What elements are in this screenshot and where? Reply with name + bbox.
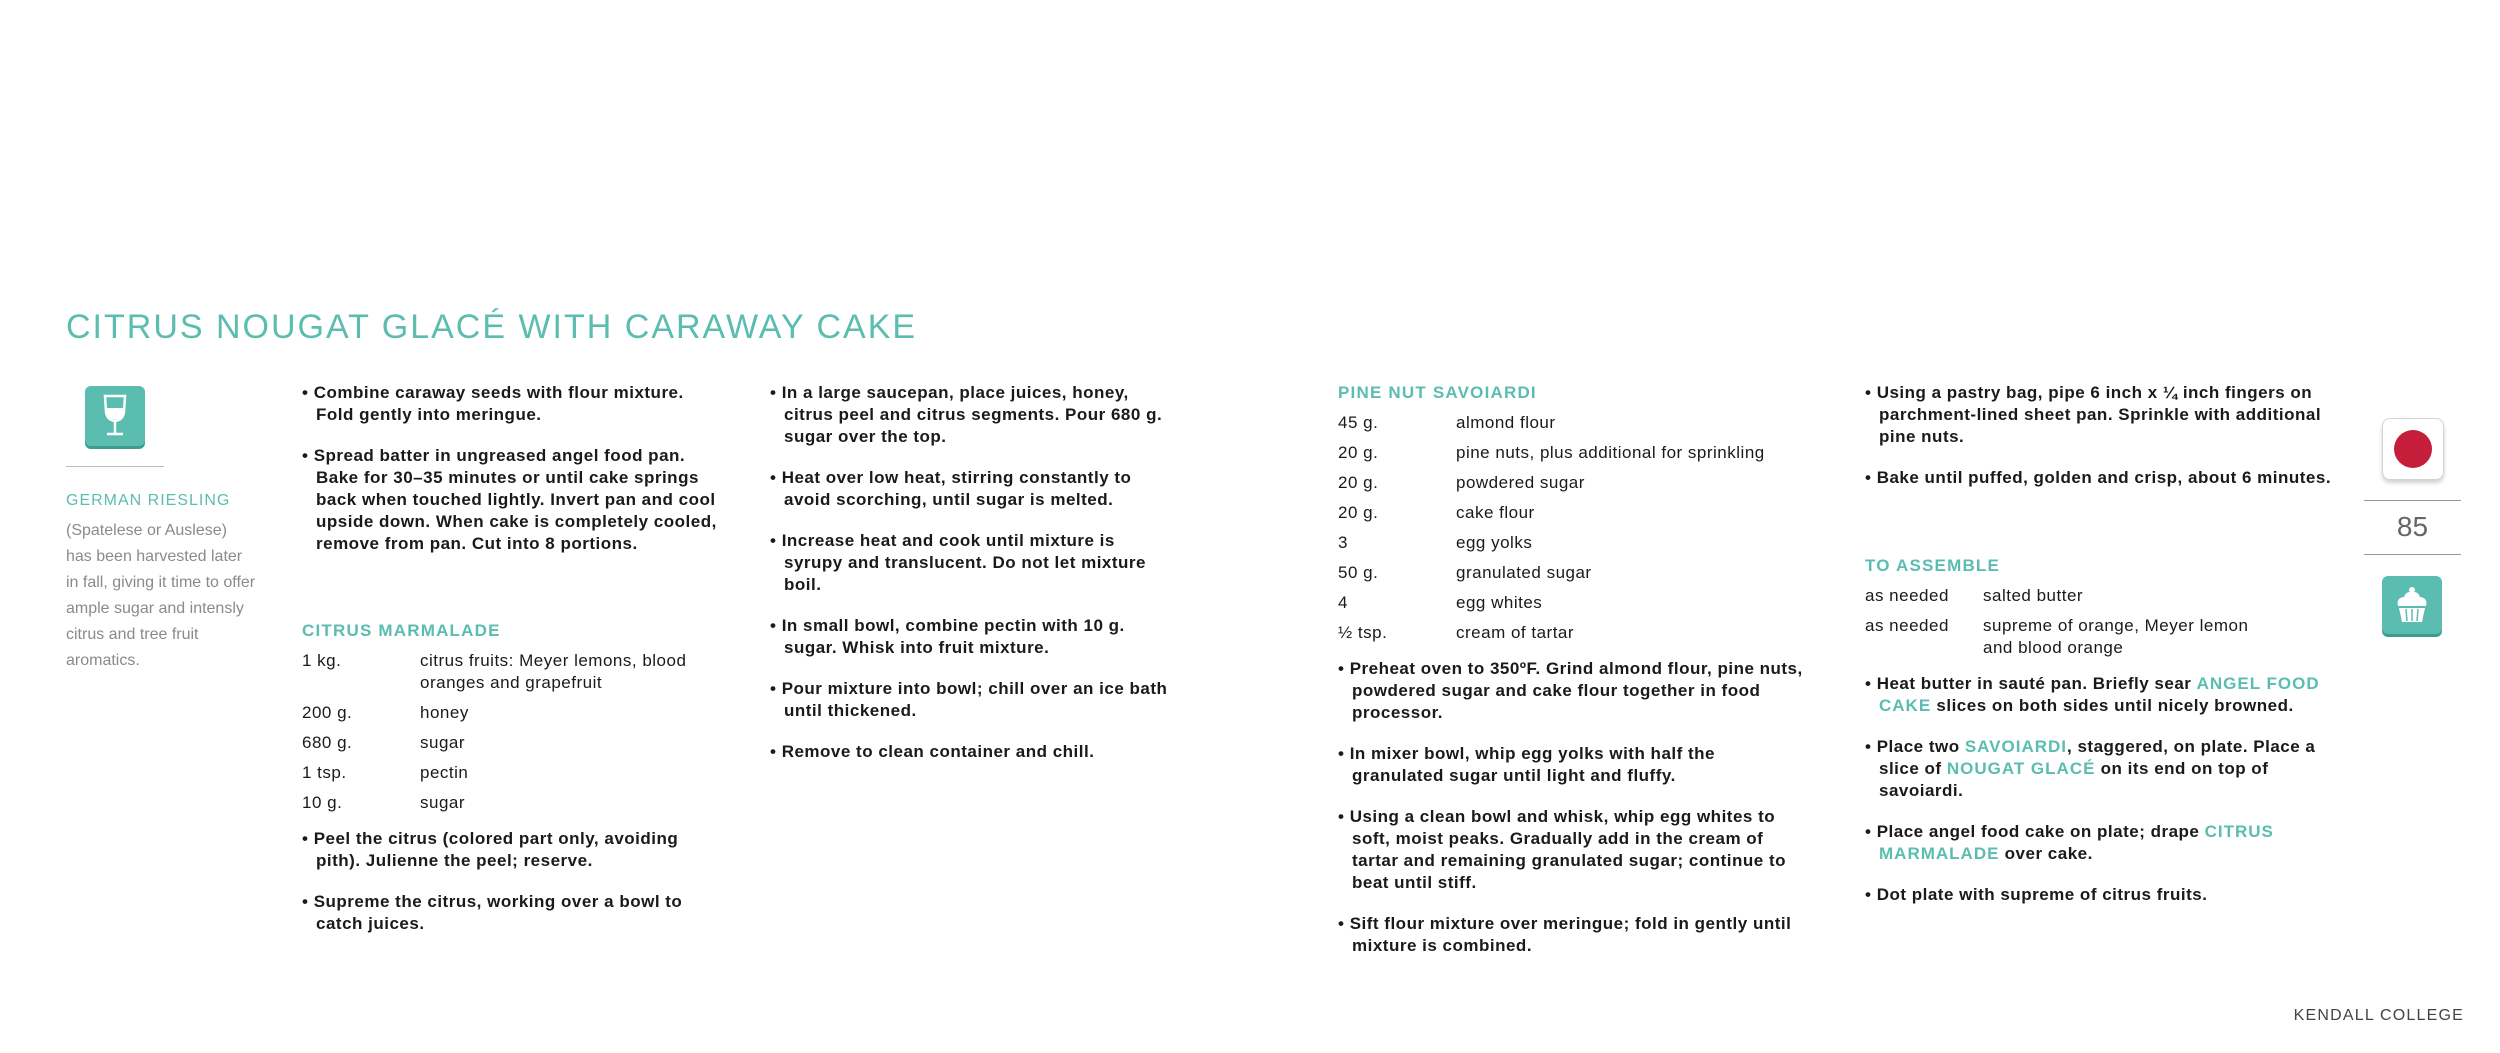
ingredient-row: ½ tsp. cream of tartar (1338, 623, 1575, 642)
step-item: • Spread batter in ungreased angel food pan. Bake for 30–35 minutes or until cake springs back when touched lightly. Invert pan and cool upside down. When cake is completely cooled, remove from pan. Cut into 8 portions. (302, 446, 717, 553)
ingredient-row: 1 tsp. pectin (302, 763, 469, 782)
ingredient-row: as needed supreme of orange, Meyer lemon and blood orange (1865, 616, 2249, 657)
step-item: • Dot plate with supreme of citrus fruits. (1865, 885, 2208, 904)
wine-name: GERMAN RIESLING (66, 492, 231, 509)
page-number-rule-bottom (2364, 554, 2461, 555)
ingredient-row: 1 kg. citrus fruits: Meyer lemons, blood oranges and grapefruit (302, 651, 687, 692)
cupcake-icon (2382, 576, 2442, 634)
step-item: • Increase heat and cook until mixture is syrupy and translucent. Do not let mixture boil. (770, 531, 1147, 594)
ingredient-row: as needed salted butter (1865, 586, 2084, 605)
marmalade-heading: CITRUS MARMALADE (302, 621, 501, 640)
step-item: • Sift flour mixture over meringue; fold in gently until mixture is combined. (1338, 914, 1792, 955)
page-number-rule-top (2364, 500, 2461, 501)
ingredient-row: 45 g. almond flour (1338, 413, 1556, 432)
step-item: • Bake until puffed, golden and crisp, about 6 minutes. (1865, 468, 2332, 487)
wine-glass-icon (85, 386, 145, 446)
step-item: • Heat butter in sauté pan. Briefly sear ANGEL FOOD CAKE slices on both sides until nicely browned. (1865, 674, 2320, 715)
japan-flag-icon (2382, 418, 2444, 480)
step-item: • Heat over low heat, stirring constantly to avoid scorching, until sugar is melted. (770, 468, 1132, 509)
page-number: 85 (2396, 511, 2429, 542)
step-item: • Peel the citrus (colored part only, avoiding pith). Julienne the peel; reserve. (302, 829, 679, 870)
ingredient-row: 50 g. granulated sugar (1338, 563, 1592, 582)
assemble-heading: TO ASSEMBLE (1865, 556, 2001, 575)
step-item: • Using a pastry bag, pipe 6 inch x ¼ inch fingers on parchment-lined sheet pan. Sprinkle with additional pine nuts. (1865, 383, 2322, 446)
step-item: • In mixer bowl, whip egg yolks with half the granulated sugar until light and fluffy. (1338, 744, 1716, 785)
column-4 (1865, 382, 2335, 925)
step-item: • Combine caraway seeds with flour mixture. Fold gently into meringue. (302, 383, 684, 424)
wine-description: (Spatelese or Auslese) has been harvested later in fall, giving it time to offer ample sugar and intensly citrus and tree fruit aromatics. (66, 522, 256, 669)
ingredient-row: 200 g. honey (302, 703, 469, 722)
column-1 (302, 382, 722, 954)
column-3 (1338, 382, 1808, 976)
column-2 (770, 382, 1170, 782)
step-item: • In a large saucepan, place juices, honey, citrus peel and citrus segments. Pour 680 g. sugar over the top. (770, 383, 1163, 446)
wine-divider (66, 466, 164, 467)
ingredient-row: 20 g. powdered sugar (1338, 473, 1585, 492)
recipe-title: CITRUS NOUGAT GLACÉ WITH CARAWAY CAKE (66, 308, 918, 346)
ingredient-row: 10 g. sugar (302, 793, 466, 812)
step-item: • Place two SAVOIARDI, staggered, on plate. Place a slice of NOUGAT GLACÉ on its end on top of savoiardi. (1865, 737, 2316, 800)
ingredient-row: 3 egg yolks (1338, 533, 1533, 552)
step-item: • Remove to clean container and chill. (770, 742, 1095, 761)
step-item: • Preheat oven to 350ºF. Grind almond flour, pine nuts, powdered sugar and cake flour together in food processor. (1338, 659, 1803, 722)
step-item: • Using a clean bowl and whisk, whip egg whites to soft, moist peaks. Gradually add in the cream of tartar and remaining granulated sugar; continue to beat until stiff. (1338, 807, 1786, 892)
step-item: • Place angel food cake on plate; drape CITRUS MARMALADE over cake. (1865, 822, 2274, 863)
ingredient-row: 4 egg whites (1338, 593, 1543, 612)
ingredient-row: 20 g. pine nuts, plus additional for sprinkling (1338, 443, 1765, 462)
savoiardi-heading: PINE NUT SAVOIARDI (1338, 383, 1537, 402)
ingredient-row: 20 g. cake flour (1338, 503, 1535, 522)
step-item: • Supreme the citrus, working over a bowl to catch juices. (302, 892, 683, 933)
footer-publisher: KENDALL COLLEGE (2293, 1007, 2464, 1024)
step-item: • Pour mixture into bowl; chill over an ice bath until thickened. (770, 679, 1168, 720)
step-item: • In small bowl, combine pectin with 10 g. sugar. Whisk into fruit mixture. (770, 616, 1125, 657)
ingredient-row: 680 g. sugar (302, 733, 466, 752)
